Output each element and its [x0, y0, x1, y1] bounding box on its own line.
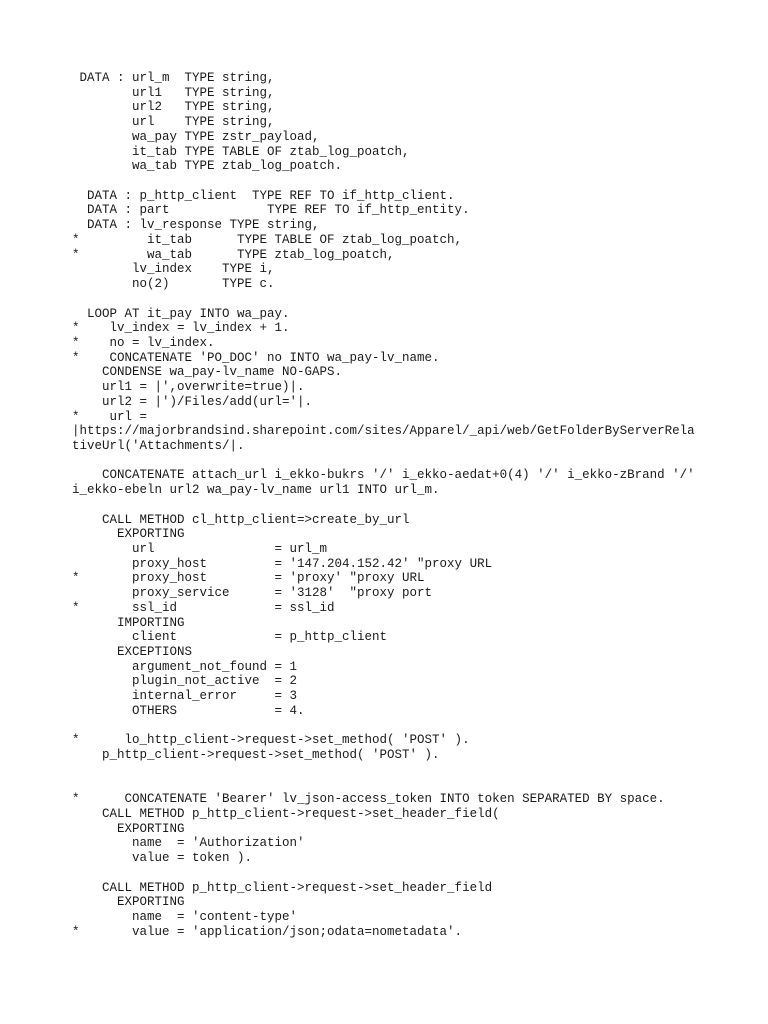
code-line: EXPORTING [72, 895, 185, 910]
code-line: CALL METHOD cl_http_client=>create_by_url [72, 512, 410, 527]
code-line: * lv_index = lv_index + 1. [72, 321, 290, 336]
code-line: * wa_tab TYPE ztab_log_poatch, [72, 247, 395, 262]
code-line: |https://majorbrandsind.sharepoint.com/sites/Apparel/_api/web/GetFolderByServerRela [72, 424, 695, 439]
code-line: p_http_client->request->set_method( 'POST' ). [72, 748, 440, 763]
code-line: CALL METHOD p_http_client->request->set_header_field [72, 880, 493, 895]
code-line: * ssl_id = ssl_id [72, 600, 335, 615]
code-line: lv_index TYPE i, [72, 262, 275, 277]
code-line: * no = lv_index. [72, 335, 215, 350]
code-line: CONDENSE wa_pay-lv_name NO-GAPS. [72, 365, 343, 380]
code-line: DATA : url_m TYPE string, [72, 71, 275, 85]
code-line: EXCEPTIONS [72, 645, 193, 660]
code-line [72, 719, 695, 734]
code-line: DATA : lv_response TYPE string, [72, 218, 320, 233]
code-line [72, 498, 695, 513]
code-line: LOOP AT it_pay INTO wa_pay. [72, 306, 290, 321]
code-line: EXPORTING [72, 527, 185, 542]
code-line: url1 = |',overwrite=true)|. [72, 380, 305, 395]
code-line: * it_tab TYPE TABLE OF ztab_log_poatch, [72, 232, 463, 247]
code-line: value = token ). [72, 851, 253, 866]
code-line: url1 TYPE string, [72, 85, 275, 100]
code-line: url TYPE string, [72, 115, 275, 130]
code-line: internal_error = 3 [72, 689, 298, 704]
code-line: CALL METHOD p_http_client->request->set_header_field( [72, 806, 500, 821]
code-line: tiveUrl('Attachments/|. [72, 438, 245, 453]
code-line: DATA : part TYPE REF TO if_http_entity. [72, 203, 470, 218]
code-line: proxy_host = '147.204.152.42' "proxy URL [72, 556, 493, 571]
code-line: * url = [72, 409, 148, 424]
code-line: i_ekko-ebeln url2 wa_pay-lv_name url1 INTO url_m. [72, 483, 440, 498]
code-line: EXPORTING [72, 821, 185, 836]
code-line: IMPORTING [72, 615, 185, 630]
code-line: name = 'content-type' [72, 909, 298, 924]
code-line: argument_not_found = 1 [72, 659, 298, 674]
code-line: OTHERS = 4. [72, 703, 305, 718]
code-line: client = p_http_client [72, 630, 388, 645]
code-line: * CONCATENATE 'PO_DOC' no INTO wa_pay-lv_name. [72, 350, 440, 365]
code-line [72, 174, 695, 189]
code-line [72, 778, 695, 793]
code-line [72, 292, 695, 307]
code-line: CONCATENATE attach_url i_ekko-bukrs '/' i_ekko-aedat+0(4) '/' i_ekko-zBrand '/' [72, 468, 695, 483]
code-line: wa_tab TYPE ztab_log_poatch. [72, 159, 343, 174]
code-line: no(2) TYPE c. [72, 277, 275, 292]
code-line: url2 TYPE string, [72, 100, 275, 115]
code-line: * lo_http_client->request->set_method( 'POST' ). [72, 733, 470, 748]
code-line: wa_pay TYPE zstr_payload, [72, 129, 320, 144]
code-line: name = 'Authorization' [72, 836, 305, 851]
code-line: it_tab TYPE TABLE OF ztab_log_poatch, [72, 144, 410, 159]
code-line: url = url_m [72, 542, 328, 556]
code-line: proxy_service = '3128' "proxy port [72, 586, 433, 601]
code-line: * CONCATENATE 'Bearer' lv_json-access_token INTO token SEPARATED BY space. [72, 792, 665, 807]
code-line [72, 866, 695, 881]
code-line: url2 = |')/Files/add(url='|. [72, 394, 313, 409]
code-line: DATA : p_http_client TYPE REF TO if_http_client. [72, 188, 455, 203]
code-line: * proxy_host = 'proxy' "proxy URL [72, 571, 425, 586]
code-listing [72, 71, 695, 939]
code-line: * value = 'application/json;odata=nometadata'. [72, 924, 463, 939]
code-line [72, 454, 695, 469]
code-line: plugin_not_active = 2 [72, 674, 298, 689]
code-line [72, 763, 695, 778]
